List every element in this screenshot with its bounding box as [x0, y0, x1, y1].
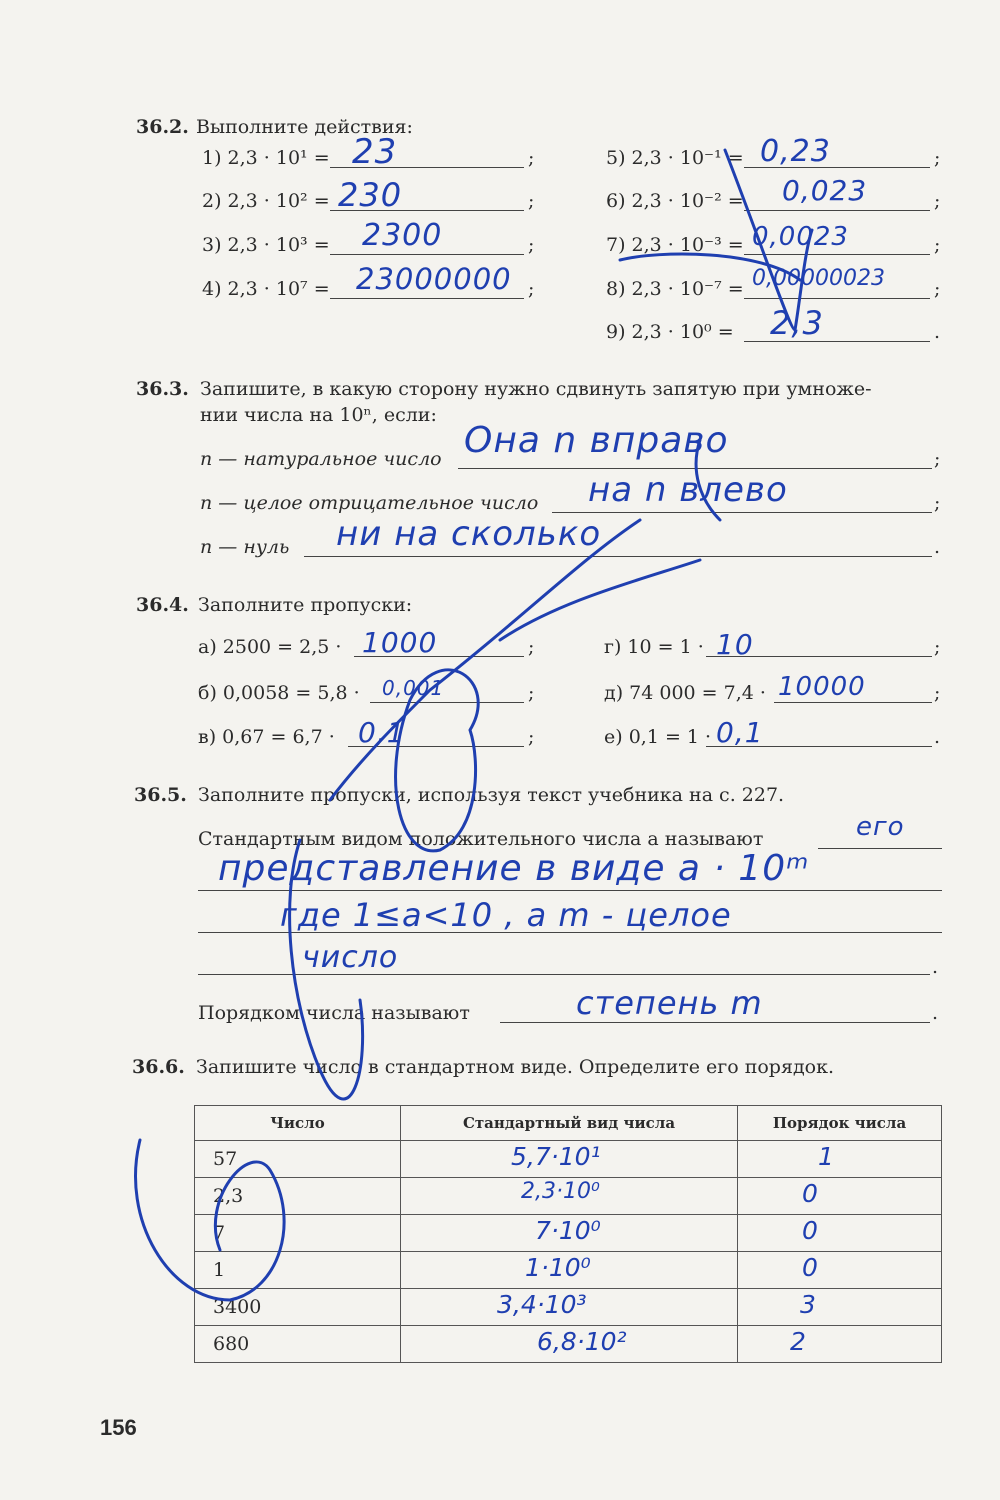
answer-line [500, 1022, 930, 1023]
standard-cell [401, 1252, 738, 1289]
item-label: 5) 2,3 · 10⁻¹ = [606, 147, 744, 169]
handwritten-answer: 2 [790, 1327, 806, 1356]
handwritten-answer: 3 [800, 1290, 816, 1319]
item-label: 6) 2,3 · 10⁻² = [606, 190, 744, 212]
item-label: 3) 2,3 · 10³ = [202, 234, 330, 256]
item-end: ; [934, 190, 941, 212]
item-label: д) 74 000 = 7,4 · [604, 682, 766, 704]
answer-line [370, 702, 524, 703]
standard-form-table [194, 1105, 942, 1363]
item-label: е) 0,1 = 1 · [604, 726, 712, 748]
order-cell [738, 1252, 942, 1289]
handwritten-answer: ни на сколько [336, 514, 602, 554]
check-mark-stroke [330, 520, 640, 800]
order-cell [738, 1178, 942, 1215]
column-header: Порядок числа [738, 1106, 942, 1141]
item-label: 1) 2,3 · 10¹ = [202, 147, 330, 169]
item-end: ; [934, 636, 941, 658]
table-row [195, 1178, 942, 1215]
item-end: ; [528, 190, 535, 212]
order-cell [738, 1326, 942, 1363]
handwritten-answer: где 1≤a<10 , а m - целое [280, 896, 732, 934]
item-end: ; [528, 234, 535, 256]
handwritten-answer: 0,1 [358, 716, 406, 749]
order-cell [738, 1289, 942, 1326]
exercise-number: 36.3. [136, 378, 189, 400]
handwritten-answer: 10 [716, 628, 754, 661]
handwritten-answer: 230 [338, 176, 403, 214]
handwritten-answer: 23 [352, 132, 398, 172]
condition-label: n — нуль [200, 536, 290, 558]
item-end: ; [528, 278, 535, 300]
handwritten-answer: 3,4·10³ [497, 1290, 587, 1319]
handwritten-answer: представление в виде a · 10ᵐ [218, 848, 810, 889]
number-cell: 2,3 [195, 1178, 401, 1215]
item-label: г) 10 = 1 · [604, 636, 704, 658]
answer-line [744, 254, 930, 255]
exercise-number: 36.6. [132, 1056, 185, 1078]
exercise-title: Заполните пропуски, используя текст учебника на с. 227. [198, 784, 785, 806]
check-mark-stroke [500, 560, 700, 640]
handwritten-answer: 2,3 [770, 304, 824, 342]
item-end: ; [934, 234, 941, 256]
item-end: . [934, 321, 941, 343]
number-cell: 57 [195, 1141, 401, 1178]
item-label: б) 0,0058 = 5,8 · [198, 682, 360, 704]
handwritten-answer: Она n вправо [464, 420, 729, 461]
exercise-title: Выполните действия: [196, 116, 413, 138]
item-end: . [934, 536, 941, 558]
item-label: в) 0,67 = 6,7 · [198, 726, 335, 748]
table-header-row [195, 1106, 942, 1141]
handwritten-answer: 0,0023 [752, 222, 849, 252]
answer-line [552, 512, 932, 513]
standard-cell [401, 1289, 738, 1326]
table-row [195, 1215, 942, 1252]
handwritten-answer: степень m [576, 984, 763, 1022]
exercise-title: Заполните пропуски: [198, 594, 413, 616]
item-end: ; [934, 448, 941, 470]
handwritten-answer: 0,001 [382, 676, 445, 700]
definition-text: Порядком числа называют [198, 1002, 470, 1024]
item-end: . [934, 726, 941, 748]
handwritten-answer: 23000000 [356, 262, 512, 296]
answer-line [744, 298, 930, 299]
handwritten-answer: 2300 [362, 218, 443, 253]
answer-line [304, 556, 932, 557]
item-label: 8) 2,3 · 10⁻⁷ = [606, 278, 744, 300]
number-cell: 3400 [195, 1289, 401, 1326]
answer-line [198, 890, 942, 891]
standard-cell [401, 1326, 738, 1363]
handwritten-answer: число [302, 940, 399, 975]
standard-cell [401, 1178, 738, 1215]
item-end: . [932, 956, 939, 978]
page-number: 156 [100, 1415, 137, 1440]
handwritten-answer: 0 [802, 1253, 818, 1282]
item-end: ; [528, 726, 535, 748]
handwritten-answer: 0,00000023 [752, 266, 885, 291]
item-label: 9) 2,3 · 10⁰ = [606, 321, 734, 343]
item-end: ; [528, 682, 535, 704]
number-cell: 1 [195, 1252, 401, 1289]
order-cell [738, 1141, 942, 1178]
standard-cell [401, 1141, 738, 1178]
definition-text: Стандартным видом положительного числа a называют [198, 828, 764, 850]
order-cell [738, 1215, 942, 1252]
handwritten-answer: 0 [802, 1216, 818, 1245]
answer-line [330, 298, 524, 299]
item-label: а) 2500 = 2,5 · [198, 636, 342, 658]
item-label: 4) 2,3 · 10⁷ = [202, 278, 330, 300]
exercise-title: нии числа на 10ⁿ, если: [200, 404, 437, 426]
item-end: ; [934, 147, 941, 169]
table-row [195, 1289, 942, 1326]
table-row [195, 1326, 942, 1363]
answer-line [330, 254, 524, 255]
exercise-number: 36.2. [136, 116, 189, 138]
answer-line [774, 702, 932, 703]
handwritten-answer: 1·10⁰ [525, 1253, 591, 1282]
handwritten-answer: 0,023 [782, 174, 868, 207]
handwritten-answer: 0,23 [760, 134, 831, 169]
handwritten-answer: 0,1 [716, 716, 764, 749]
number-cell: 7 [195, 1215, 401, 1252]
table-row [195, 1252, 942, 1289]
standard-cell [401, 1215, 738, 1252]
condition-label: n — целое отрицательное число [200, 492, 539, 514]
exercise-number: 36.4. [136, 594, 189, 616]
column-header: Число [195, 1106, 401, 1141]
handwritten-answer: 0 [802, 1179, 818, 1208]
handwritten-answer: 1 [818, 1142, 834, 1171]
item-label: 2) 2,3 · 10² = [202, 190, 330, 212]
item-end: ; [934, 278, 941, 300]
handwritten-answer: его [856, 812, 905, 842]
table-row [195, 1141, 942, 1178]
item-end: ; [528, 636, 535, 658]
handwritten-answer: 2,3·10⁰ [521, 1179, 600, 1204]
condition-label: n — натуральное число [200, 448, 442, 470]
exercise-title: Запишите, в какую сторону нужно сдвинуть запятую при умноже- [200, 378, 872, 400]
handwritten-answer: 10000 [778, 672, 866, 702]
item-end: ; [934, 682, 941, 704]
answer-line [458, 468, 932, 469]
handwritten-answer: 6,8·10² [537, 1327, 627, 1356]
answer-line [818, 848, 942, 849]
handwritten-answer: 1000 [362, 626, 438, 659]
item-end: ; [528, 147, 535, 169]
item-end: . [932, 1002, 939, 1024]
exercise-number: 36.5. [134, 784, 187, 806]
answer-line [744, 210, 930, 211]
handwritten-answer: на n влево [588, 470, 788, 510]
number-cell: 680 [195, 1326, 401, 1363]
item-label: 7) 2,3 · 10⁻³ = [606, 234, 744, 256]
handwritten-answer: 7·10⁰ [535, 1216, 601, 1245]
item-end: ; [934, 492, 941, 514]
handwritten-answer: 5,7·10¹ [511, 1142, 601, 1171]
exercise-title: Запишите число в стандартном виде. Определите его порядок. [196, 1056, 835, 1078]
column-header: Стандартный вид числа [401, 1106, 738, 1141]
